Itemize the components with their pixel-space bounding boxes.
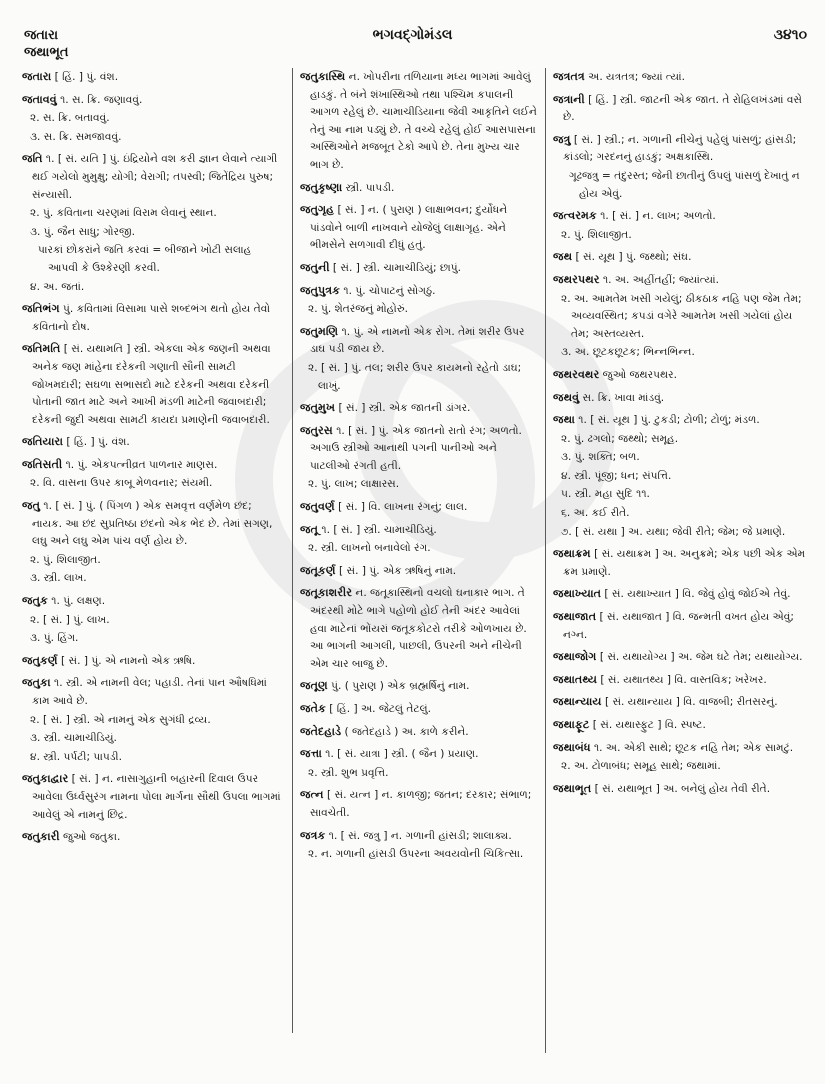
entry-definition	[22, 674, 284, 710]
entry-definition	[553, 608, 812, 644]
usage-example: પારકાં છોકરાંને જતિ કરવાં = બીજાને ખોટી સલાહ આપવી કે ઉશ્કેરણી કરવી.	[38, 244, 252, 274]
dictionary-entry	[300, 422, 537, 494]
sub-sense: ૨. પું. ઢગલો; જથ્થો; સમૂહ.	[561, 432, 679, 445]
sub-sense: ૩. પું. જૈન સાધુ; ગોરજી.	[30, 225, 135, 238]
entry-definition	[300, 562, 537, 581]
entry-definition	[22, 91, 284, 110]
entry-definition	[22, 68, 284, 87]
dictionary-entry	[22, 828, 284, 847]
headword: જતુકૃષ્ણા	[300, 180, 343, 194]
sub-sense: ૨. [ સં. ] પું. લાખ.	[30, 613, 110, 626]
definition-text: ( જતેદહાડે ) અ. કાળે કરીને.	[344, 725, 469, 738]
definition-text: [ સં. યૂથ ] પું. જથ્થો; સંઘ.	[575, 251, 692, 264]
definition-text: [ સં. યત્ન ] ન. કાળજી; જતન; દરકાર; સંભાળ; સાવચેતી.	[310, 789, 532, 819]
sub-sense: ૨. પું. લાખ; લાક્ષારસ.	[308, 478, 400, 491]
dictionary-entry	[300, 723, 537, 742]
definition-text: ૧. અ. એકી સાથે; છૂટક નહિ તેમ; એક સામટું.	[593, 741, 794, 754]
definition-text: [ સં. ] પું. એ નામનો એક ઋષિ.	[61, 654, 196, 667]
dictionary-entry	[553, 91, 812, 127]
headword: જથાજાત	[553, 610, 597, 624]
definition-text: [ હિં. ] સ્ત્રી. જાટની એક જાત. તે રોહિલખંડમાં વસે છે.	[563, 93, 803, 124]
entry-definition	[22, 433, 284, 452]
definition-text: [ સં. ] સ્ત્રી.; ન. ગળાની નીચેનું પહેલું પાંસળું; હાંસડી; કાંડલો; ગરદનનું હાડકું; અક્ષકાસ્થિ.	[563, 133, 797, 164]
entry-definition	[300, 723, 537, 742]
entry-definition	[300, 179, 537, 198]
entry-definition	[300, 786, 537, 822]
definition-text: ૧. [ સં. યતિ ] પું. ઇંદ્રિયોને વશ કરી જ્ઞાન લેવાને ત્યાગી થઈ ગયેલો મુમુક્ષુ; યોગી; વેરાગી; તપસ્વી; જિતેંદ્રિય પુરુષ; સંન્યાસી.	[32, 153, 278, 201]
sub-sense: ૩. સ્ત્રી. લાખ.	[30, 572, 87, 585]
column-3	[545, 68, 812, 1053]
sub-sense: ૨. સ. ક્રિ. બતાવવું.	[30, 112, 110, 125]
entry-definition	[300, 68, 537, 175]
entry-definition	[553, 271, 812, 290]
definition-text: [ હિં. ] અ. જેટલું તેટલું.	[329, 703, 431, 715]
dictionary-entry	[553, 207, 812, 244]
headword: જતુમણિ	[300, 324, 339, 338]
definition-text: [ સં. ] ન. નાસાગુહાની બહારની દિવાલ ઉપર આવેલા ઉર્ધ્વસુરંગ નામના પોલા માર્ગના સૌથી ઉપલા ભાગમાં આવેલું એ નામનું છિદ્ર.	[32, 773, 281, 821]
sub-sense: ૨. પું. શિલાજીત.	[30, 553, 101, 566]
entry-definition	[300, 323, 537, 359]
headword: જથાફૂટ	[553, 718, 590, 731]
entry-definition	[22, 828, 284, 847]
definition-text: ૧. સ. ક્રિ. જણાવવું.	[60, 93, 143, 106]
entry-definition	[553, 68, 812, 87]
dictionary-columns	[22, 68, 812, 1068]
definition-text: [ સં. ] ન. ( પુરાણ ) લાક્ષાભવન; દુર્યોધને પાંડવોને બાળી નાખવાને યોજેલું લાક્ષાગૃહ. એને ભીમસેને સળગાવી દીધું હતું.	[310, 204, 508, 252]
definition-text: ૧. [ સં. ] પું. ( પિંગળ ) એક સમવૃત્ત વર્ણમેળ છંદ; નાયક. આ છંદ સુપ્રતિષ્ઠા છંદનો એક ભેદ છે. તેમાં સગણ, લઘુ અને લઘુ એમ પાંચ વર્ણ હોય છે.	[32, 500, 273, 548]
headword: જતારા	[22, 70, 52, 83]
headword: જથાક્રમ	[553, 547, 591, 561]
dictionary-entry	[300, 786, 537, 822]
dictionary-entry	[300, 677, 537, 696]
headword: જતુકારી	[22, 830, 60, 844]
definition-text: ૧. પું. લક્ષણ.	[51, 595, 106, 608]
headword: જત્વરમક	[553, 209, 597, 223]
dictionary-entry	[300, 201, 537, 255]
sub-sense: ૪. અ. જતાં.	[30, 280, 85, 293]
dictionary-entry	[300, 700, 537, 719]
headword: જથરપથર	[553, 272, 600, 286]
headword: જતૂકાશરીર	[300, 586, 353, 600]
headword: જતુરસ	[300, 423, 333, 437]
headword: જથાભૂત	[553, 781, 592, 795]
dictionary-entry	[22, 91, 284, 147]
definition-text: ૧. સ્ત્રી. એ નામની વેલ; પહાડી. તેનાં પાન ઔષધિમાં કામ આવે છે.	[32, 677, 267, 707]
dictionary-entry	[22, 433, 284, 452]
dictionary-entry	[553, 248, 812, 267]
dictionary-entry	[22, 652, 284, 671]
entry-definition	[300, 584, 537, 673]
entry-definition	[553, 585, 812, 604]
dictionary-entry	[300, 562, 537, 581]
headword: જત્રક	[300, 828, 326, 842]
definition-text: અ. યત્રતત્ર; જ્યાં ત્યાં.	[588, 71, 686, 83]
sub-sense: ૨. સ્ત્રી. શુભ પ્રવૃત્તિ.	[308, 766, 389, 779]
headword: જતુવર્ણ	[300, 500, 335, 514]
sub-sense: ૨. અ. ટોળાબંધ; સમૂહ સાથે; જથામાં.	[561, 760, 721, 773]
entry-definition	[553, 671, 812, 690]
sub-sense: ૨. પું. કવિતાના ચરણમાં વિરામ લેવાનું સ્થાન.	[30, 207, 217, 220]
sub-sense: ૪. સ્ત્રી. પર્પટી; પાપડી.	[30, 750, 122, 763]
definition-text: [ સં. યથાસ્ફુટ ] વિ. સ્પષ્ટ.	[592, 719, 706, 731]
dictionary-entry	[22, 150, 284, 296]
dictionary-entry	[22, 456, 284, 493]
dictionary-entry	[300, 259, 537, 278]
headword: જથરવથર	[553, 367, 600, 381]
dictionary-entry	[553, 366, 812, 385]
definition-text: ૧. [ સં. ] પું. એક જાતનો રાતો રંગ; અળતો. અગાઉ સ્ત્રીઓ આનાથી પગની પાનીઓ અને પાટલીઓ રંગતી હતી.	[310, 424, 522, 472]
dictionary-entry	[22, 592, 284, 648]
dictionary-entry	[553, 693, 812, 712]
definition-text: જુઓ જતુકા.	[63, 831, 121, 844]
entry-definition	[553, 648, 812, 667]
definition-text: [ હિં. ] પું. વંશ.	[54, 71, 119, 83]
definition-text: [ સં. ] સ્ત્રી. ચામાચીડિયું; છાપું.	[332, 261, 461, 274]
definition-text: ન. ખોપરીના તળિયાના મધ્ય ભાગમાં આવેલું હાડકું. તે બંને શંખાસ્થિઓ તથા પશ્ચિમ કપાલની આગળ રહેલું છે. ચામાચીડિયાના જેવી આકૃતિને લઈને તેનું આ નામ પડ્યું છે. તે વચ્ચે રહેલું હોઈ આસપાસના અસ્થિઓને મજબૂત ટેકો આપે છે. તેના મુખ્ય ચાર ભાગ છે.	[310, 71, 537, 171]
entry-definition	[22, 340, 284, 429]
definition-text: [ સં. યથાન્યાય ] વિ. વાજબી; રીતસરનું.	[604, 696, 778, 709]
sub-sense: ૪. સ્ત્રી. પૂંજી; ધન; સંપત્તિ.	[561, 469, 672, 482]
entry-definition	[553, 411, 812, 430]
definition-text: પું. કવિતામાં વિસામા પાસે શબ્દભંગ થતો હોય તેવો કવિતાનો દોષ.	[32, 303, 270, 333]
headword: જથા	[553, 413, 575, 427]
book-title: ભગવદ્ગોમંડલ	[372, 27, 453, 43]
headword: જથાન્યાય	[553, 695, 602, 709]
entry-definition	[300, 700, 537, 719]
entry-definition	[300, 201, 537, 255]
dictionary-entry	[300, 179, 537, 198]
definition-text: [ સં. યથાજાત ] વિ. જન્મતી વખત હોય એવું; નગ્ન.	[563, 611, 794, 641]
sub-sense: ૨. [ સં. ] સ્ત્રી. એ નામનું એક સુગંધી દ્રવ્ય.	[30, 713, 211, 726]
entry-definition	[553, 780, 812, 799]
headword: જતુકર્ણ	[22, 653, 58, 667]
dictionary-entry	[22, 300, 284, 336]
entry-definition	[22, 592, 284, 611]
guide-word-first: જતારા	[24, 28, 59, 43]
definition-text: જુઓ જથરપથર.	[602, 368, 678, 381]
sub-sense: ૨. સ્ત્રી. લાખનો બનાવેલો રંગ.	[308, 542, 431, 555]
sub-sense: ૫. સ્ત્રી. મહા સુદિ ૧૧.	[561, 488, 650, 501]
sub-sense: ૩. પું. હિંગ.	[30, 632, 79, 645]
headword: જતુકાદ્વાર	[22, 772, 69, 786]
dictionary-entry	[300, 399, 537, 418]
sub-sense: ૩. સ્ત્રી. ચામાચીડિયું.	[30, 732, 117, 745]
entry-definition	[300, 399, 537, 418]
sub-sense: ૭. [ સં. યથા ] અ. યથા; જેવી રીતે; જેમ; જે પ્રમાણે.	[561, 525, 786, 538]
definition-text: [ સં. ] સ્ત્રી. એક જાતની ડાંગર.	[338, 402, 471, 415]
headword: જતૂકર્ણ	[300, 563, 336, 577]
dictionary-entry	[553, 68, 812, 87]
headword: જતુકા	[22, 676, 51, 690]
sub-sense: ૩. અ. છૂટકછૂટક; ભિન્નભિન્ન.	[561, 346, 695, 359]
entry-definition	[22, 770, 284, 824]
dictionary-entry	[300, 584, 537, 673]
entry-definition	[300, 521, 537, 540]
headword: જથાખ્યાત	[553, 587, 602, 601]
dictionary-entry	[553, 411, 812, 541]
headword: જતુમુખ	[300, 401, 336, 415]
headword: જત્તા	[300, 747, 322, 761]
entry-definition	[300, 282, 537, 301]
entry-definition	[300, 498, 537, 517]
sub-sense: ૨. ન. ગળાની હાંસડી ઉપરના અવયવોની ચિકિત્સા.	[308, 848, 524, 861]
dictionary-entry	[22, 497, 284, 588]
definition-text: [ સં. યથાભૂત ] અ. બનેલું હોય તેવી રીતે.	[594, 782, 771, 795]
definition-text: પું. ( પુરાણ ) એક બ્રહ્મર્ષિનું નામ.	[331, 680, 470, 693]
definition-text: ૧. [ સં. યાત્રા ] સ્ત્રી. ( જૈન ) પ્રયાણ.	[325, 748, 479, 761]
dictionary-entry	[553, 780, 812, 799]
entry-definition	[300, 677, 537, 696]
entry-definition	[553, 207, 812, 226]
dictionary-entry	[553, 716, 812, 735]
definition-text: ૧. અ. અહીંતહીં; જ્યાંત્યાં.	[602, 273, 719, 286]
definition-text: ૧. [ સં. જત્રુ ] ન. ગળાની હાંસડી; શાલાક્ય.	[328, 829, 512, 842]
entry-definition	[300, 259, 537, 278]
definition-text: ૧. પું. ચોપાટનું સોગઠું.	[343, 284, 436, 297]
dictionary-entry	[300, 521, 537, 558]
sub-sense: ૨. [ સં. ] પું. તલ; શરીર ઉપર કાયમનો રહેતો ડાઘ; લાખું.	[308, 361, 522, 392]
headword: જતુકાસ્થિ	[300, 70, 346, 83]
entry-definition	[300, 422, 537, 476]
headword: જત્રાની	[553, 92, 585, 106]
definition-text: ૧. [ સં. ] સ્ત્રી. ચામાચીડિયું.	[321, 523, 437, 536]
headword: જતિભંગ	[22, 302, 60, 316]
headword: જત્ન	[300, 788, 324, 802]
sub-sense: ૨. પું. શેતરંજનું મોહોરું.	[308, 303, 408, 316]
sub-sense: ૨. પું. શિલાજીત.	[561, 228, 632, 241]
page-header	[0, 0, 825, 66]
sub-sense: ૩. સ. ક્રિ. સમજાવવું.	[30, 130, 122, 143]
entry-definition	[553, 131, 812, 167]
headword: જતુપુત્રક	[300, 283, 341, 297]
entry-definition	[553, 693, 812, 712]
definition-text: ૧. [ સં. ] ન. લાખ; અળતો.	[600, 210, 716, 223]
headword: જથ	[553, 250, 573, 264]
definition-text: સ્ત્રી. પાપડી.	[345, 181, 395, 194]
headword: જથવું	[553, 390, 580, 404]
dictionary-entry	[300, 282, 537, 319]
dictionary-entry	[553, 608, 812, 644]
headword: જથાજોગ	[553, 650, 597, 664]
dictionary-entry	[300, 323, 537, 395]
headword: જતુ	[22, 499, 41, 513]
headword: જતુની	[300, 260, 330, 274]
dictionary-entry	[553, 389, 812, 408]
column-2	[292, 68, 545, 1033]
entry-definition	[553, 389, 812, 408]
definition-text: ૧. [ સં. યૂથ ] પું. ટુકડી; ટોળી; ટોળું; મંડળ.	[578, 414, 760, 427]
dictionary-entry	[22, 340, 284, 429]
dictionary-entry	[300, 827, 537, 864]
definition-text: ૧. પું. એ નામનો એક રોગ. તેમાં શરીર ઉપર ડાઘ પડી જાય છે.	[310, 325, 525, 356]
dictionary-entry	[553, 585, 812, 604]
headword: જતિસતી	[22, 457, 63, 471]
dictionary-entry	[22, 770, 284, 824]
headword: જથાતથ્ય	[553, 672, 597, 686]
definition-text: [ સં. યથાતથ્ય ] વિ. વાસ્તવિક; ખરેખર.	[600, 673, 767, 686]
definition-text: ન. જતૂકાસ્થિનો વચલો ઘનાકાર ભાગ. તે અંદરથી મોટે ભાગે પહોળો હોઈ તેની અંદર આવેલાં હવા માટેનાં ભોંયરાં જતૂકકોટરો તરીકે ઓળખાય છે. આ ભાગની આગલી, પાછલી, ઉપરની અને નીચેની એમ ચાર બાજુ છે.	[310, 587, 527, 670]
sub-sense: ૬. અ. કઈ રીતે.	[561, 507, 630, 520]
column-1	[22, 68, 292, 1068]
headword: જત્રુ	[553, 132, 571, 146]
entry-definition	[553, 248, 812, 267]
entry-definition	[300, 745, 537, 764]
dictionary-entry	[553, 545, 812, 581]
dictionary-entry	[22, 68, 284, 87]
dictionary-entry	[553, 271, 812, 362]
entry-definition	[300, 827, 537, 846]
dictionary-entry	[553, 739, 812, 776]
headword: જતુક	[22, 594, 48, 608]
sub-sense: ૨. અ. આમતેમ ખસી ગયેલું; ઠીકઠાક નહિ પણ જેમ તેમ; અવ્યવસ્થિત; કપડાં વગેરે આમતેમ ખસી ગયેલાં હોય તેમ; અસ્તવ્યસ્ત.	[561, 292, 802, 340]
usage-example: ગૂઢજત્રુ = તંદુરસ્ત; જેની છાતીનું ઉપલું પાંસળું દેખાતું ન હોય એવું.	[569, 169, 800, 200]
definition-text: સ. ક્રિ. ખાવા માંડવું.	[582, 391, 665, 404]
headword: જતાવવું	[22, 92, 57, 106]
entry-definition	[553, 739, 812, 758]
sub-sense: ૨. વિ. વાસના ઉપર કાબૂ મેળવનાર; સંયમી.	[30, 477, 213, 490]
headword: જતૂણ	[300, 679, 328, 693]
definition-text: [ સં. ] વિ. લાખના રંગનું; લાલ.	[338, 501, 468, 514]
headword: જતિયારા	[22, 435, 63, 449]
headword: જતિમતિ	[22, 342, 61, 356]
entry-definition	[553, 545, 812, 581]
headword: જતિ	[22, 152, 43, 166]
guide-word-last: જથાભૂત	[24, 45, 69, 60]
dictionary-entry	[300, 745, 537, 782]
dictionary-entry	[553, 648, 812, 667]
dictionary-entry	[553, 131, 812, 203]
headword: જતૂ	[300, 522, 319, 536]
entry-definition	[22, 497, 284, 551]
headword: જતેદહાડે	[300, 724, 342, 738]
dictionary-entry	[300, 498, 537, 517]
headword: જથાબંધ	[553, 740, 591, 754]
entry-definition	[22, 300, 284, 336]
dictionary-entry	[553, 671, 812, 690]
definition-text: [ સં. યથાયોગ્ય ] અ. જેમ ઘટે તેમ; યથાયોગ્ય.	[599, 651, 803, 664]
entry-definition	[22, 150, 284, 204]
definition-text: [ સં. યથાક્રમ ] અ. અનુક્રમે; એક પછી એક એમ ક્રમ પ્રમાણે.	[563, 548, 806, 578]
definition-text: [ સં. યથાખ્યાત ] વિ. જેવું હોવું જોઈએ તેવું.	[604, 588, 791, 601]
headword: જતુગૃહ	[300, 203, 335, 217]
dictionary-entry	[22, 674, 284, 766]
definition-text: [ સં. યથામતિ ] સ્ત્રી. એકલા એક જણની અથવા અનેક જણ માંહેના દરેકની ગણાતી સૌની સામટી જોખમદારી; સઘળા સભાસદો માટે દરેકની અથવા દરેકની પોતાની જાત માટે અને આખી મંડળી માટેની જવાબદારી; દરેકની જુદી અથવા સામટી કાયદા પ્રમાણેની જવાબદારી.	[32, 343, 271, 426]
definition-text: [ સં. ] પું. એક ઋષિનું નામ.	[339, 564, 457, 577]
entry-definition	[22, 652, 284, 671]
dictionary-entry	[300, 68, 537, 175]
entry-definition	[553, 716, 812, 735]
definition-text: [ હિં. ] પું. વંશ.	[66, 436, 130, 449]
sub-sense: ૩. પું. શક્તિ; બળ.	[561, 451, 640, 464]
entry-definition	[22, 456, 284, 475]
page-number: ૩૪૧૦	[773, 27, 807, 43]
entry-definition	[553, 91, 812, 127]
definition-text: ૧. પું. એકપત્નીવ્રત પાળનાર માણસ.	[65, 458, 218, 471]
headword: જત્રતત્ર	[553, 70, 585, 83]
entry-definition	[553, 366, 812, 385]
headword: જતેક	[300, 702, 326, 715]
